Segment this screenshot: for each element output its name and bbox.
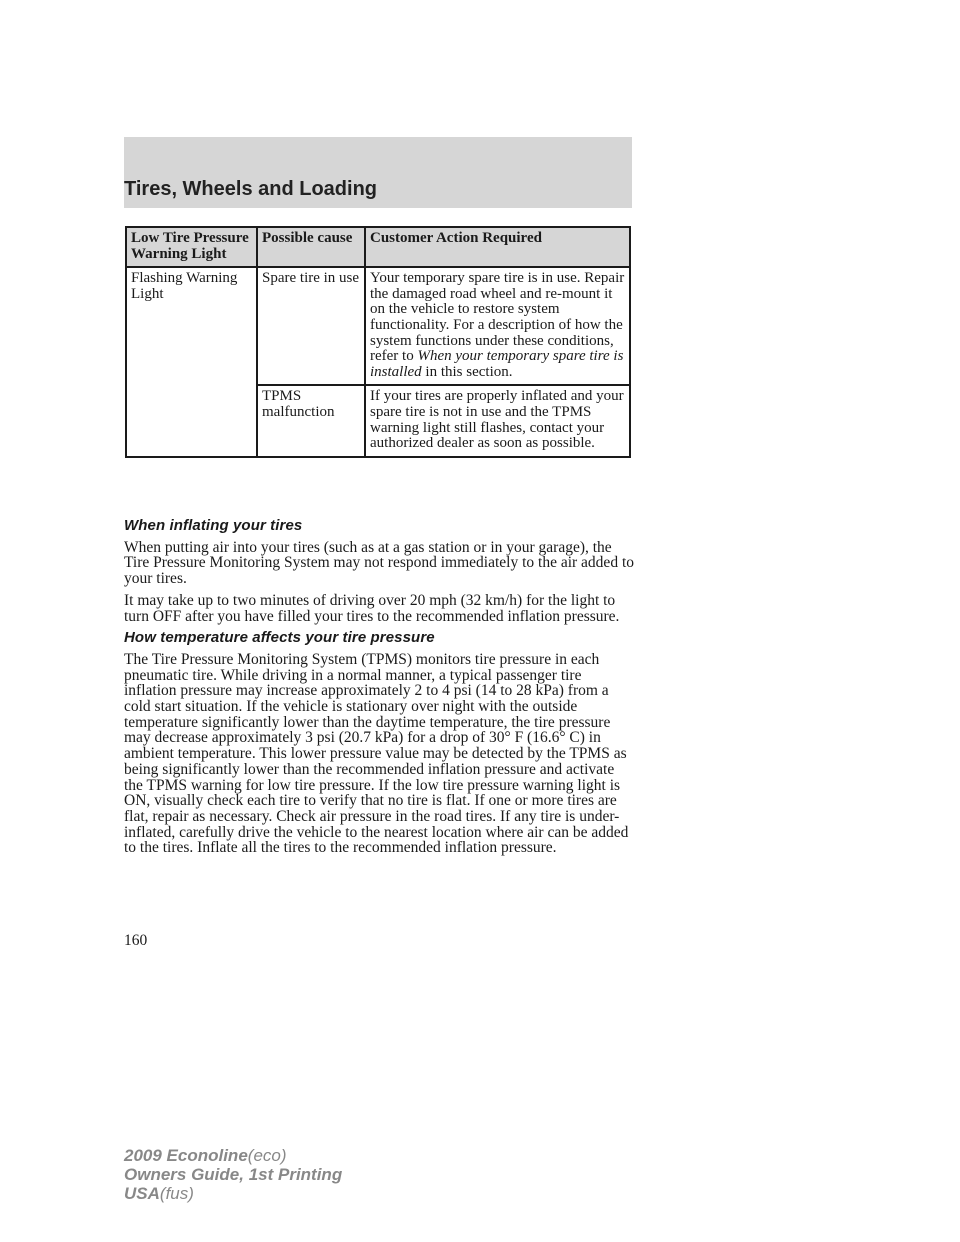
section-heading: When inflating your tires [124, 517, 303, 534]
table-row [126, 267, 630, 385]
action-cell [365, 267, 630, 385]
body-text [124, 514, 634, 862]
section-heading: How temperature affects your tire pressure [124, 629, 435, 647]
footer-line-1 [124, 1146, 342, 1165]
footer [124, 1146, 342, 1203]
footer-line-2 [124, 1165, 342, 1184]
paragraph: The Tire Pressure Monitoring System (TPMS) monitors tire pressure in each pneumatic tire. While driving in a normal manner, a typical passenger tire inflation pressure may increase approximately 2 to 4 psi (14 to 28 kPa) from a cold start situation. If the vehicle is stationary over night with the outside temperature significantly lower than the daytime temperature, the tire pressure may decrease approximately 3 psi (20.7 kPa) for a drop of 30° F (16.6° C) in ambient temperature. This lower pressure value may be detected by the TPMS as being significantly lower than the recommended inflation pressure and activate the TPMS warning for low tire pressure. If the low tire pressure warning light is ON, visually check each tire to verify that no tire is flat. If one or more tires are flat, repair as necessary. Check air pressure in the road tires. If any tire is under-inflated, carefully drive the vehicle to the nearest location where air can be added to the tires. Inflate all the tires to the recommended inflation pressure. [124, 650, 629, 857]
footer-printing: Owners Guide, 1st Printing [124, 1165, 343, 1184]
action-tail: in this section. [425, 363, 513, 380]
footer-market-code: (fus) [159, 1184, 194, 1203]
paragraph: It may take up to two minutes of driving over 20 mph (32 km/h) for the light to turn OFF after you have filled your tires to the recommended inflation pressure. [124, 591, 620, 625]
section-title: Tires, Wheels and Loading [124, 178, 378, 200]
footer-line-3 [124, 1184, 342, 1203]
cause-cell: Spare tire in use [257, 267, 365, 385]
action-reference: When your temporary spare tire is installed [370, 348, 624, 380]
header-customer-action: Customer Action Required [365, 227, 630, 267]
page-number: 160 [124, 932, 148, 949]
header-warning-light: Low Tire Pressure Warning Light [126, 227, 257, 267]
footer-market: USA [124, 1184, 160, 1203]
action-cell: If your tires are properly inflated and your spare tire is not in use and the TPMS warning light still flashes, contact your authorized dealer as soon as possible. [365, 385, 630, 456]
header-possible-cause: Possible cause [257, 227, 365, 267]
footer-model-code: (eco) [247, 1146, 287, 1165]
table-header-row [126, 227, 630, 267]
footer-model: 2009 Econoline [124, 1146, 248, 1165]
row-label-flashing: Flashing Warning Light [126, 267, 257, 457]
warning-light-table [125, 226, 631, 458]
cause-cell: TPMS malfunction [257, 385, 365, 456]
paragraph: When putting air into your tires (such as at a gas station or in your garage), the Tire Pressure Monitoring System may not respond immediately to the air added to your tires. [124, 538, 634, 588]
action-text: Your temporary spare tire is in use. Repair the damaged road wheel and re-mount it on the vehicle to restore system functionality. For a description of how the system functions under these conditions, refer to [370, 270, 625, 365]
